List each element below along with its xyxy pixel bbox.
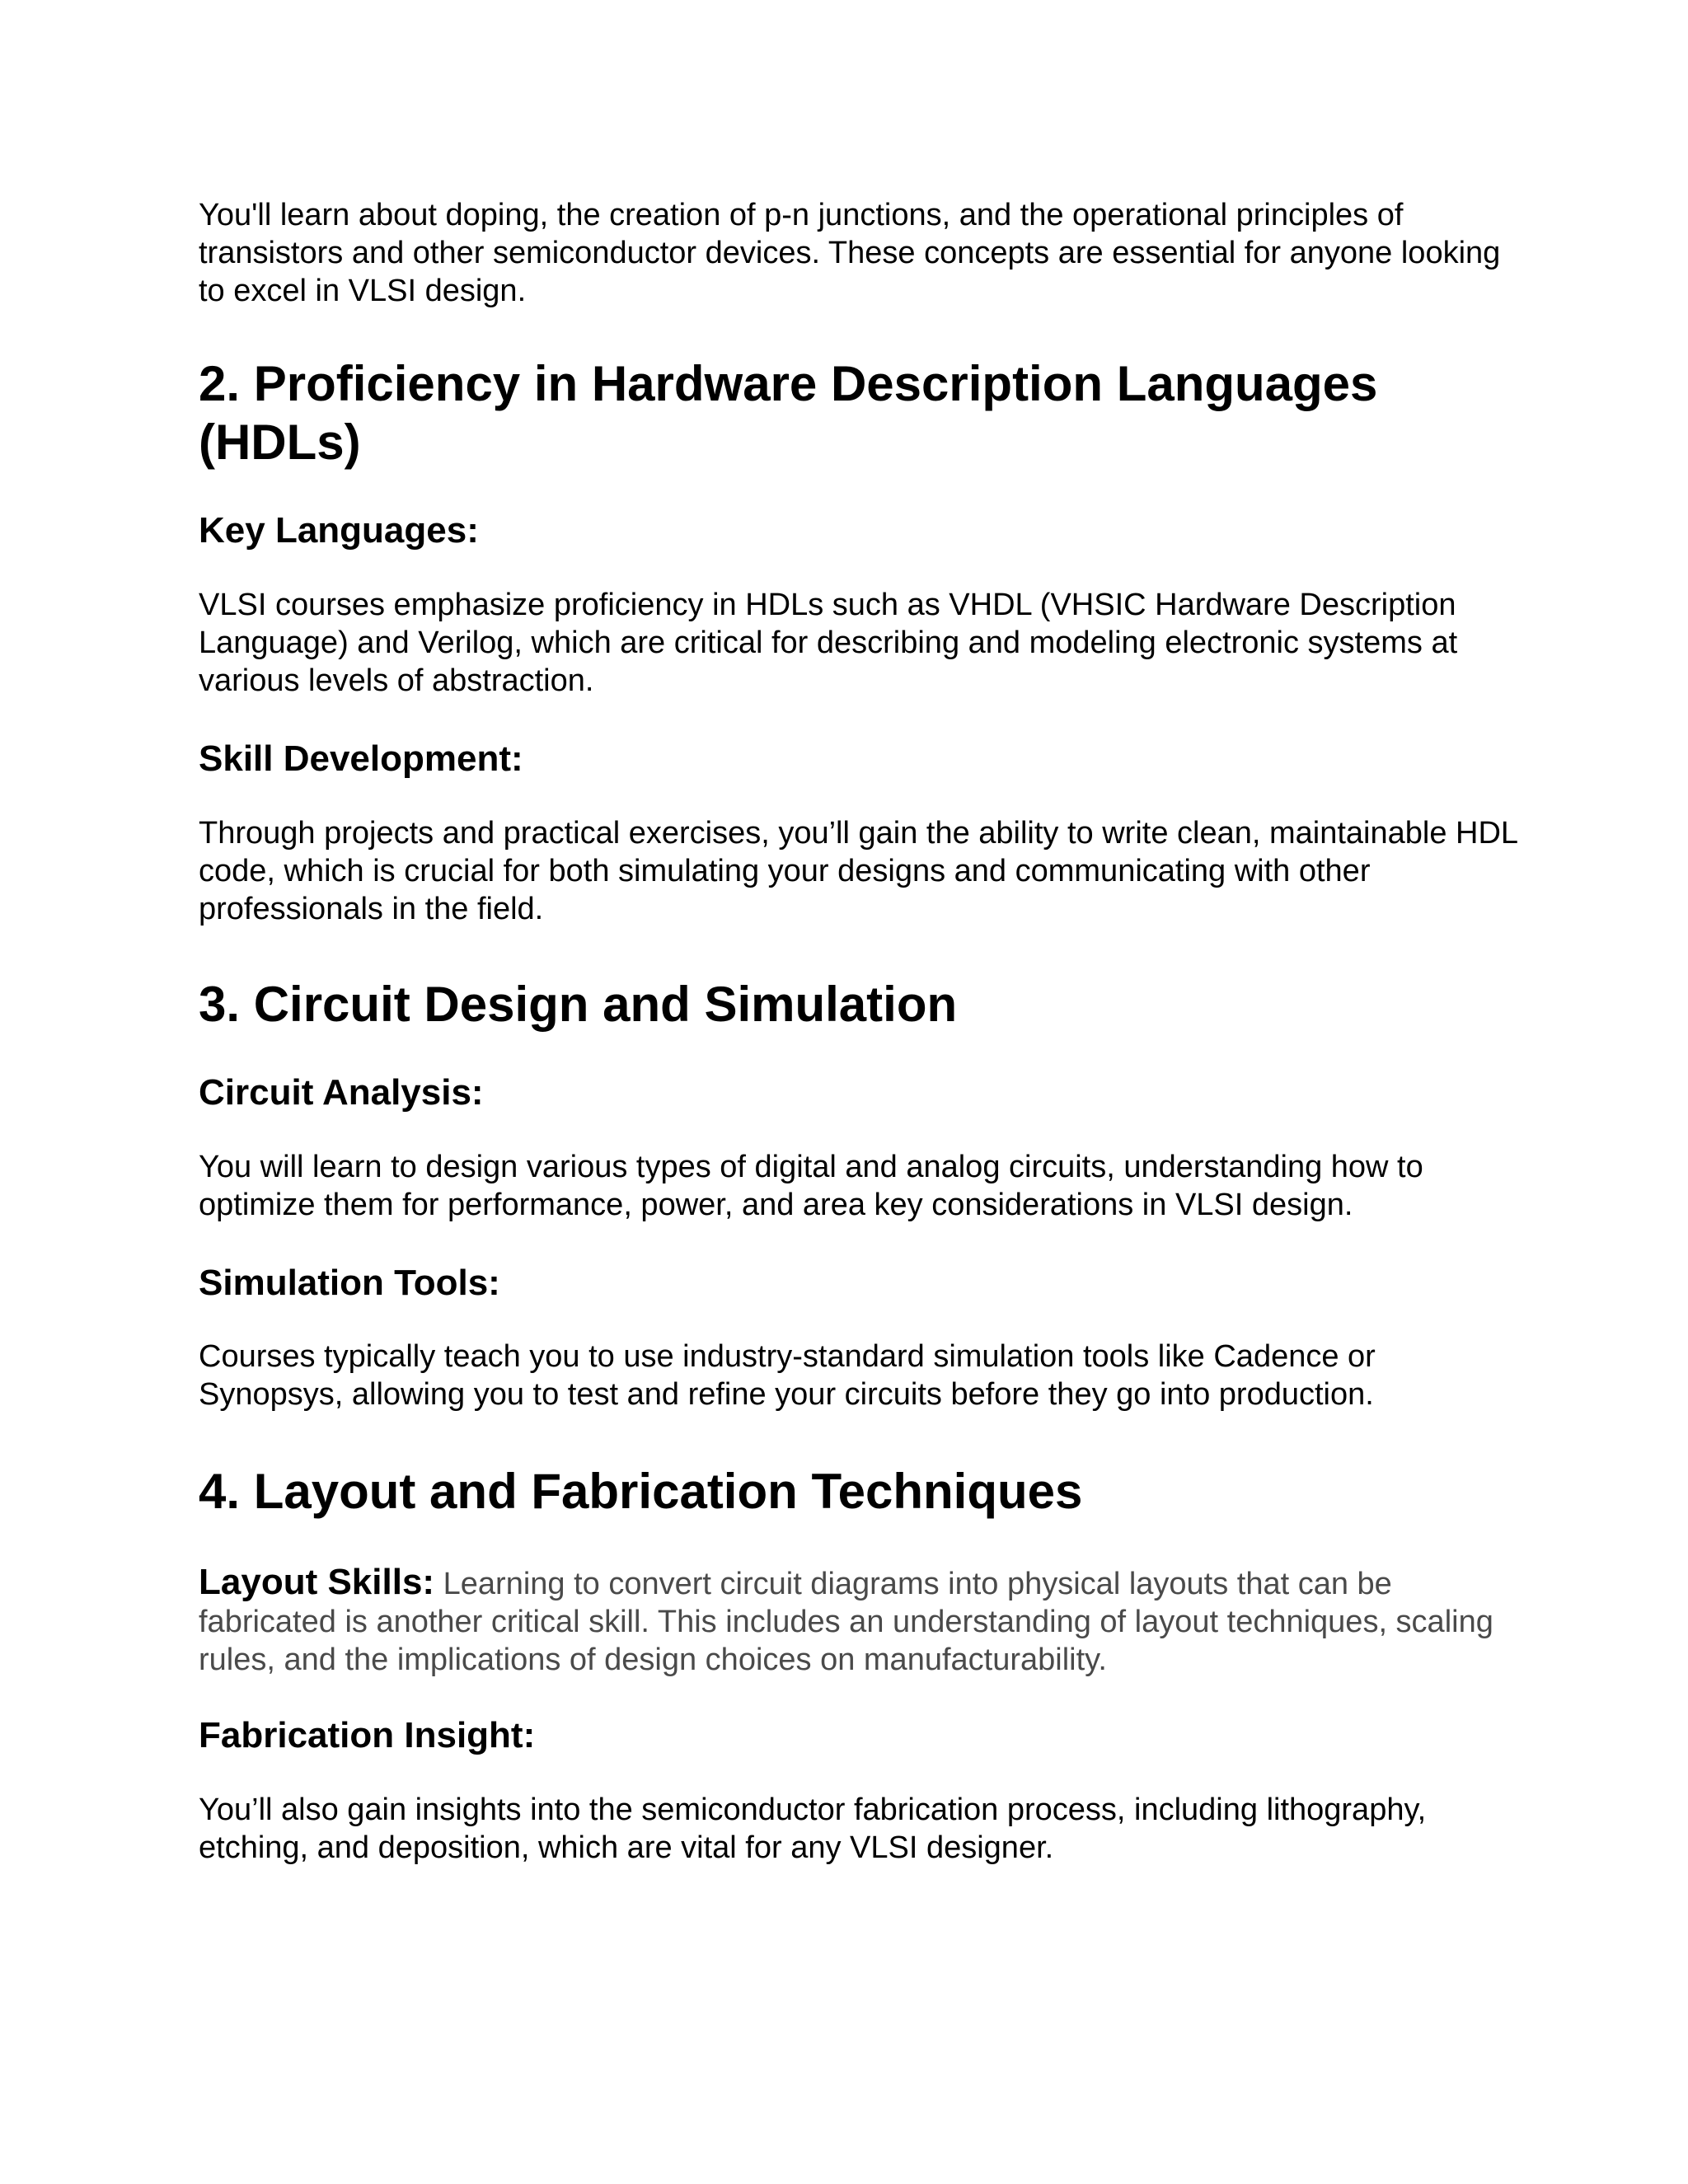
section-heading-circuit-design: 3. Circuit Design and Simulation xyxy=(199,977,958,1032)
paragraph-skill-development: Through projects and practical exercises, you’ll gain the ability to write clean, maintainable HDL code, which is crucial for both simulating your designs and communicating with other professionals in the field. xyxy=(199,816,1517,926)
subheading-key-languages: Key Languages: xyxy=(199,510,479,551)
subheading-skill-development: Skill Development: xyxy=(199,738,523,779)
intro-paragraph: You'll learn about doping, the creation of p-n junctions, and the operational principles of transistors and other semiconductor devices. These concepts are essential for anyone looking to excel in VLSI design. xyxy=(199,198,1501,308)
layout-skills-text: Learning to convert circuit diagrams into physical layouts that can be fabricated is another critical skill. This includes an understanding of layout techniques, scaling rules, and the implications of design choices on manufacturability. xyxy=(199,1567,1493,1677)
paragraph-key-languages: VLSI courses emphasize proficiency in HDLs such as VHDL (VHSIC Hardware Description Language) and Verilog, which are critical for describing and modeling electronic systems at various levels of abstraction. xyxy=(199,588,1458,698)
paragraph-fabrication-insight: You’ll also gain insights into the semiconductor fabrication process, including lithography, etching, and deposition, which are vital for any VLSI designer. xyxy=(199,1793,1427,1865)
paragraph-simulation-tools: Courses typically teach you to use industry-standard simulation tools like Cadence or Synopsys, allowing you to test and refine your circuits before they go into production. xyxy=(199,1339,1376,1412)
paragraph-layout-skills xyxy=(199,1563,1517,1679)
section-heading-hdl: 2. Proficiency in Hardware Description Languages (HDLs) xyxy=(199,356,1378,470)
subheading-simulation-tools: Simulation Tools: xyxy=(199,1263,500,1303)
subheading-fabrication-insight: Fabrication Insight: xyxy=(199,1715,536,1755)
subheading-circuit-analysis: Circuit Analysis: xyxy=(199,1072,484,1113)
inline-heading-layout-skills: Layout Skills: xyxy=(199,1562,435,1602)
paragraph-circuit-analysis: You will learn to design various types of digital and analog circuits, understanding how to optimize them for performance, power, and area key considerations in VLSI design. xyxy=(199,1150,1423,1222)
section-heading-layout-fabrication: 4. Layout and Fabrication Techniques xyxy=(199,1464,1083,1519)
